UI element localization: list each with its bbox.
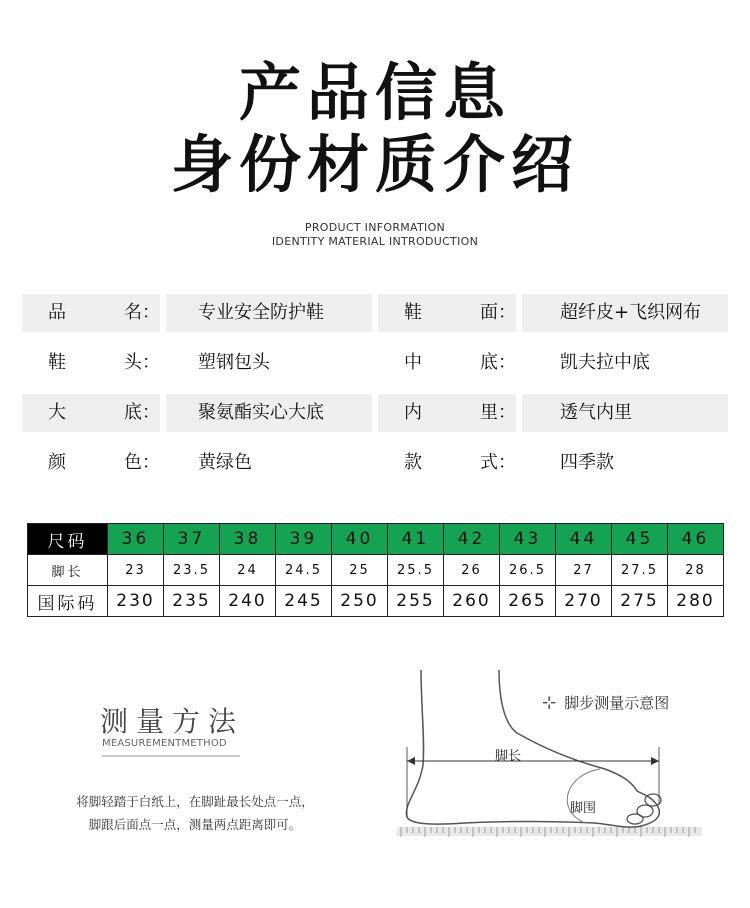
foot-length-cell: 28: [668, 555, 724, 586]
info-label-char: 鞋: [404, 302, 422, 323]
size-cell: 41: [388, 524, 444, 555]
size-cell: 43: [500, 524, 556, 555]
diamond-arrow-icon: ⊹: [542, 692, 557, 713]
size-cell: 45: [612, 524, 668, 555]
foot-length-cell: 24.5: [276, 555, 332, 586]
intl-size-cell: 260: [444, 586, 500, 617]
info-value: 专业安全防护鞋: [166, 294, 372, 332]
intl-size-cell: 250: [332, 586, 388, 617]
size-row: [28, 524, 724, 555]
info-label: [22, 344, 160, 382]
info-label-char: 底：: [124, 402, 160, 423]
foot-length-label: 脚长: [28, 555, 108, 586]
info-label: [22, 444, 160, 482]
info-label-char: 底：: [480, 352, 516, 373]
foot-length-cell: 27: [556, 555, 612, 586]
foot-length-cell: 23: [108, 555, 164, 586]
info-label: [22, 294, 160, 332]
info-value: 黄绿色: [198, 452, 252, 473]
info-label-char: 内: [404, 402, 422, 423]
size-cell: 40: [332, 524, 388, 555]
info-value: 塑钢包头: [198, 352, 270, 373]
intl-size-cell: 280: [668, 586, 724, 617]
size-cell: 37: [164, 524, 220, 555]
info-value: 四季款: [560, 452, 614, 473]
size-cell: 38: [220, 524, 276, 555]
page-title-line1: 产品信息: [238, 56, 511, 129]
arrow-left-icon: [407, 757, 415, 765]
foot-length-cell: 23.5: [164, 555, 220, 586]
info-label: [22, 394, 160, 432]
intl-size-cell: 230: [108, 586, 164, 617]
size-cell: 42: [444, 524, 500, 555]
foot-length-cell: 27.5: [612, 555, 668, 586]
size-header-label: 尺码: [28, 524, 108, 555]
info-label: [378, 344, 516, 382]
arrow-right-icon: [651, 757, 659, 765]
foot-length-row: [28, 555, 724, 586]
intl-size-cell: 235: [164, 586, 220, 617]
intl-size-cell: 245: [276, 586, 332, 617]
info-label-char: 头：: [124, 352, 160, 373]
info-label-char: 色：: [124, 452, 160, 473]
foot-length-annotation: 脚长: [495, 749, 522, 764]
intl-size-cell: 270: [556, 586, 612, 617]
info-label: [378, 394, 516, 432]
info-label-char: 大: [48, 402, 66, 423]
size-cell: 39: [276, 524, 332, 555]
info-label-char: 鞋: [48, 352, 66, 373]
info-label-char: 式：: [480, 452, 516, 473]
foot-length-cell: 24: [220, 555, 276, 586]
subtitle-en-line1: PRODUCT INFORMATION: [304, 221, 446, 234]
measure-desc-line1: 将脚轻踏于白纸上，在脚趾最长处点一点，: [76, 794, 314, 809]
info-label-char: 面：: [480, 302, 516, 323]
size-cell: 46: [668, 524, 724, 555]
foot-length-cell: 25.5: [388, 555, 444, 586]
info-label-char: 品: [48, 302, 66, 323]
measure-title: 测量方法: [100, 705, 245, 738]
intl-size-cell: 265: [500, 586, 556, 617]
info-label-char: 中: [404, 352, 422, 373]
info-value: 透气内里: [522, 394, 728, 432]
measure-desc-line2: 脚跟后面点一点，测量两点距离即可。: [88, 817, 302, 832]
info-label-char: 里：: [480, 402, 516, 423]
size-cell: 36: [108, 524, 164, 555]
intl-size-cell: 275: [612, 586, 668, 617]
size-cell: 44: [556, 524, 612, 555]
page-title-line2: 身份材质介绍: [170, 128, 579, 201]
info-label-char: 颜: [48, 452, 66, 473]
subtitle-en-line2: IDENTITY MATERIAL INTRODUCTION: [271, 235, 479, 248]
info-label-char: 款: [404, 452, 422, 473]
foot-girth-annotation: 脚围: [570, 801, 597, 816]
measure-title-en: MEASUREMENTMETHOD: [102, 738, 227, 749]
intl-size-cell: 255: [388, 586, 444, 617]
info-label-char: 名：: [124, 302, 160, 323]
info-value: 超纤皮+飞织网布: [522, 294, 728, 332]
intl-size-row: [28, 586, 724, 617]
diagram-caption: [542, 692, 669, 713]
measure-divider: [102, 755, 240, 757]
toe-shape: [627, 814, 643, 824]
intl-size-cell: 240: [220, 586, 276, 617]
foot-length-cell: 26.5: [500, 555, 556, 586]
info-value: 凯夫拉中底: [560, 352, 650, 373]
intl-size-label: 国际码: [28, 586, 108, 617]
foot-length-cell: 25: [332, 555, 388, 586]
size-table: [27, 523, 724, 617]
diagram-caption-text: 脚步测量示意图: [564, 694, 670, 712]
info-label: [378, 294, 516, 332]
foot-length-cell: 26: [444, 555, 500, 586]
info-value: 聚氨酯实心大底: [166, 394, 372, 432]
info-label: [378, 444, 516, 482]
